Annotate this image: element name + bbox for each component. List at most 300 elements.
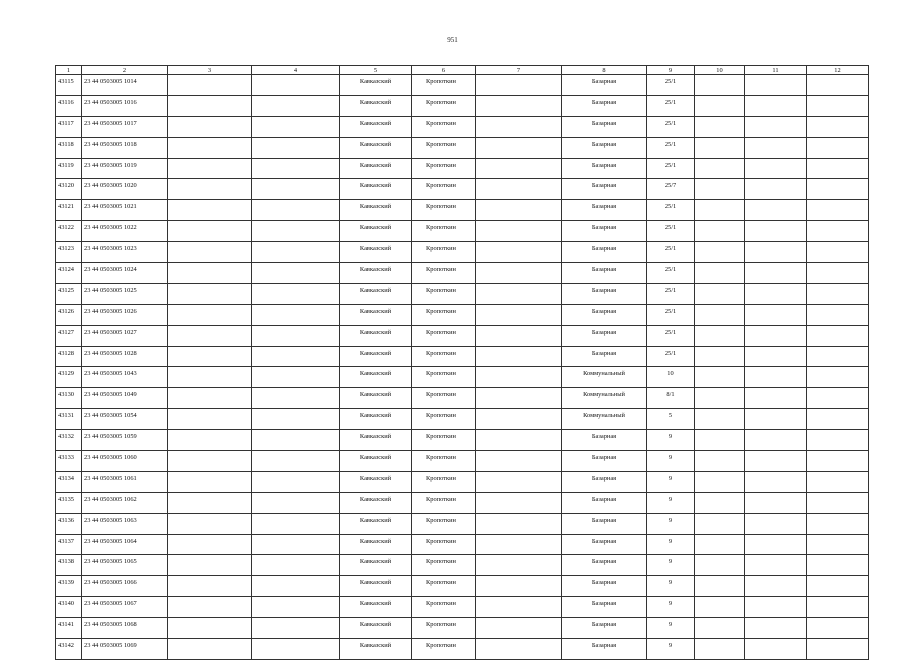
table-cell-col-1: 43128 xyxy=(56,346,82,367)
table-cell-col-6: Кропоткин xyxy=(412,451,476,472)
table-cell-col-3 xyxy=(168,451,252,472)
table-cell-col-4 xyxy=(252,179,340,200)
table-cell-col-12 xyxy=(807,555,869,576)
table-cell-col-12 xyxy=(807,283,869,304)
table-cell-col-2: 23 44 0503005 1067 xyxy=(82,597,168,618)
table-cell-col-5: Кавказский xyxy=(340,492,412,513)
table-cell-col-12 xyxy=(807,116,869,137)
table-cell-col-2: 23 44 0503005 1022 xyxy=(82,221,168,242)
table-cell-col-7 xyxy=(476,430,562,451)
page-number: 951 xyxy=(447,36,458,44)
table-cell-col-1: 43139 xyxy=(56,576,82,597)
table-cell-col-6: Кропоткин xyxy=(412,263,476,284)
table-cell-col-5: Кавказский xyxy=(340,639,412,660)
table-cell-col-7 xyxy=(476,179,562,200)
table-cell-col-10 xyxy=(695,200,745,221)
table-cell-col-7 xyxy=(476,263,562,284)
table-cell-col-7 xyxy=(476,158,562,179)
table-cell-col-3 xyxy=(168,555,252,576)
table-cell-col-7 xyxy=(476,221,562,242)
table-cell-col-4 xyxy=(252,430,340,451)
table-cell-col-10 xyxy=(695,304,745,325)
table-cell-col-3 xyxy=(168,409,252,430)
table-cell-col-3 xyxy=(168,116,252,137)
table-cell-col-10 xyxy=(695,555,745,576)
table-cell-col-2: 23 44 0503005 1069 xyxy=(82,639,168,660)
table-cell-col-7 xyxy=(476,492,562,513)
table-cell-col-8: Базарная xyxy=(562,534,647,555)
table-cell-col-10 xyxy=(695,639,745,660)
table-cell-col-8: Базарная xyxy=(562,116,647,137)
table-cell-col-5: Кавказский xyxy=(340,471,412,492)
table-cell-col-9: 9 xyxy=(647,534,695,555)
table-cell-col-10 xyxy=(695,576,745,597)
table-cell-col-10 xyxy=(695,221,745,242)
table-row xyxy=(56,367,869,388)
table-cell-col-7 xyxy=(476,137,562,158)
table-cell-col-12 xyxy=(807,179,869,200)
table-cell-col-1: 43135 xyxy=(56,492,82,513)
table-cell-col-12 xyxy=(807,95,869,116)
table-cell-col-3 xyxy=(168,325,252,346)
table-row xyxy=(56,304,869,325)
table-cell-col-9: 25/1 xyxy=(647,283,695,304)
table-cell-col-9: 25/1 xyxy=(647,304,695,325)
table-cell-col-12 xyxy=(807,492,869,513)
table-cell-col-4 xyxy=(252,304,340,325)
table-cell-col-6: Кропоткин xyxy=(412,304,476,325)
column-header-5: 5 xyxy=(340,66,412,75)
table-cell-col-6: Кропоткин xyxy=(412,346,476,367)
table-cell-col-4 xyxy=(252,200,340,221)
table-cell-col-8: Коммунальный xyxy=(562,367,647,388)
table-cell-col-5: Кавказский xyxy=(340,513,412,534)
table-cell-col-10 xyxy=(695,75,745,96)
table-cell-col-10 xyxy=(695,471,745,492)
table-cell-col-8: Базарная xyxy=(562,95,647,116)
table-cell-col-7 xyxy=(476,200,562,221)
table-cell-col-5: Кавказский xyxy=(340,367,412,388)
table-row xyxy=(56,430,869,451)
table-cell-col-12 xyxy=(807,75,869,96)
table-cell-col-1: 43141 xyxy=(56,618,82,639)
table-cell-col-4 xyxy=(252,492,340,513)
table-cell-col-3 xyxy=(168,95,252,116)
table-cell-col-7 xyxy=(476,555,562,576)
table-cell-col-4 xyxy=(252,576,340,597)
table-cell-col-8: Базарная xyxy=(562,263,647,284)
table-cell-col-1: 43130 xyxy=(56,388,82,409)
table-cell-col-6: Кропоткин xyxy=(412,283,476,304)
table-cell-col-11 xyxy=(745,137,807,158)
table-cell-col-3 xyxy=(168,137,252,158)
column-header-4: 4 xyxy=(252,66,340,75)
table-cell-col-12 xyxy=(807,576,869,597)
table-cell-col-3 xyxy=(168,639,252,660)
table-row xyxy=(56,451,869,472)
table-cell-col-6: Кропоткин xyxy=(412,158,476,179)
table-cell-col-8: Базарная xyxy=(562,618,647,639)
table-cell-col-9: 25/1 xyxy=(647,325,695,346)
table-cell-col-6: Кропоткин xyxy=(412,242,476,263)
table-cell-col-7 xyxy=(476,388,562,409)
table-cell-col-1: 43120 xyxy=(56,179,82,200)
table-row xyxy=(56,200,869,221)
table-cell-col-3 xyxy=(168,618,252,639)
table-cell-col-11 xyxy=(745,388,807,409)
table-cell-col-9: 9 xyxy=(647,555,695,576)
table-cell-col-9: 5 xyxy=(647,409,695,430)
table-cell-col-1: 43125 xyxy=(56,283,82,304)
table-cell-col-1: 43122 xyxy=(56,221,82,242)
table-cell-col-9: 10 xyxy=(647,367,695,388)
table-cell-col-6: Кропоткин xyxy=(412,534,476,555)
table-cell-col-10 xyxy=(695,513,745,534)
table-cell-col-4 xyxy=(252,639,340,660)
table-cell-col-12 xyxy=(807,597,869,618)
table-row xyxy=(56,513,869,534)
table-cell-col-7 xyxy=(476,346,562,367)
table-cell-col-2: 23 44 0503005 1065 xyxy=(82,555,168,576)
table-cell-col-9: 9 xyxy=(647,597,695,618)
table-cell-col-12 xyxy=(807,618,869,639)
column-header-3: 3 xyxy=(168,66,252,75)
table-cell-col-12 xyxy=(807,137,869,158)
table-cell-col-6: Кропоткин xyxy=(412,325,476,346)
table-cell-col-8: Базарная xyxy=(562,639,647,660)
table-cell-col-4 xyxy=(252,513,340,534)
table-cell-col-11 xyxy=(745,639,807,660)
table-cell-col-2: 23 44 0503005 1062 xyxy=(82,492,168,513)
table-row xyxy=(56,221,869,242)
table-row xyxy=(56,492,869,513)
table-cell-col-9: 9 xyxy=(647,451,695,472)
table-cell-col-7 xyxy=(476,451,562,472)
table-cell-col-11 xyxy=(745,513,807,534)
table-cell-col-9: 9 xyxy=(647,471,695,492)
table-cell-col-1: 43119 xyxy=(56,158,82,179)
table-cell-col-6: Кропоткин xyxy=(412,367,476,388)
table-cell-col-10 xyxy=(695,325,745,346)
table-cell-col-5: Кавказский xyxy=(340,116,412,137)
table-cell-col-9: 9 xyxy=(647,576,695,597)
table-cell-col-8: Базарная xyxy=(562,137,647,158)
table-cell-col-10 xyxy=(695,263,745,284)
table-cell-col-1: 43140 xyxy=(56,597,82,618)
table-cell-col-5: Кавказский xyxy=(340,618,412,639)
table-cell-col-2: 23 44 0503005 1064 xyxy=(82,534,168,555)
column-header-1: 1 xyxy=(56,66,82,75)
table-cell-col-6: Кропоткин xyxy=(412,555,476,576)
table-cell-col-8: Базарная xyxy=(562,555,647,576)
table-cell-col-7 xyxy=(476,304,562,325)
table-cell-col-6: Кропоткин xyxy=(412,221,476,242)
table-cell-col-9: 25/1 xyxy=(647,158,695,179)
table-cell-col-5: Кавказский xyxy=(340,555,412,576)
table-row xyxy=(56,639,869,660)
table-row xyxy=(56,597,869,618)
table-row xyxy=(56,576,869,597)
table-cell-col-10 xyxy=(695,618,745,639)
table-cell-col-2: 23 44 0503005 1060 xyxy=(82,451,168,472)
table-cell-col-2: 23 44 0503005 1025 xyxy=(82,283,168,304)
table-cell-col-9: 9 xyxy=(647,492,695,513)
table-cell-col-8: Базарная xyxy=(562,597,647,618)
table-cell-col-9: 25/1 xyxy=(647,75,695,96)
table-row xyxy=(56,95,869,116)
table-cell-col-2: 23 44 0503005 1063 xyxy=(82,513,168,534)
table-cell-col-4 xyxy=(252,95,340,116)
table-cell-col-4 xyxy=(252,367,340,388)
table-cell-col-4 xyxy=(252,534,340,555)
table-cell-col-5: Кавказский xyxy=(340,242,412,263)
table-cell-col-7 xyxy=(476,597,562,618)
table-cell-col-5: Кавказский xyxy=(340,346,412,367)
column-header-2: 2 xyxy=(82,66,168,75)
table-cell-col-2: 23 44 0503005 1016 xyxy=(82,95,168,116)
table-cell-col-8: Базарная xyxy=(562,451,647,472)
table-cell-col-1: 43115 xyxy=(56,75,82,96)
table-cell-col-6: Кропоткин xyxy=(412,95,476,116)
table-cell-col-1: 43121 xyxy=(56,200,82,221)
table-cell-col-8: Базарная xyxy=(562,492,647,513)
table-cell-col-11 xyxy=(745,576,807,597)
table-cell-col-1: 43138 xyxy=(56,555,82,576)
table-cell-col-11 xyxy=(745,304,807,325)
table-row xyxy=(56,158,869,179)
table-cell-col-10 xyxy=(695,430,745,451)
table-cell-col-3 xyxy=(168,471,252,492)
table-row xyxy=(56,75,869,96)
table-cell-col-8: Базарная xyxy=(562,200,647,221)
table-cell-col-12 xyxy=(807,430,869,451)
table-cell-col-4 xyxy=(252,116,340,137)
table-cell-col-6: Кропоткин xyxy=(412,409,476,430)
table-row xyxy=(56,471,869,492)
table-cell-col-5: Кавказский xyxy=(340,179,412,200)
table-cell-col-9: 25/7 xyxy=(647,179,695,200)
table-cell-col-5: Кавказский xyxy=(340,221,412,242)
table-cell-col-12 xyxy=(807,451,869,472)
table-cell-col-1: 43134 xyxy=(56,471,82,492)
table-cell-col-6: Кропоткин xyxy=(412,576,476,597)
table-cell-col-3 xyxy=(168,263,252,284)
table-cell-col-5: Кавказский xyxy=(340,576,412,597)
table-cell-col-1: 43127 xyxy=(56,325,82,346)
table-cell-col-7 xyxy=(476,409,562,430)
table-cell-col-2: 23 44 0503005 1028 xyxy=(82,346,168,367)
table-cell-col-3 xyxy=(168,597,252,618)
table-cell-col-6: Кропоткин xyxy=(412,597,476,618)
table-row xyxy=(56,283,869,304)
table-cell-col-4 xyxy=(252,409,340,430)
table-cell-col-3 xyxy=(168,492,252,513)
table-cell-col-4 xyxy=(252,283,340,304)
table-cell-col-5: Кавказский xyxy=(340,451,412,472)
table-cell-col-7 xyxy=(476,576,562,597)
table-cell-col-8: Базарная xyxy=(562,242,647,263)
table-cell-col-3 xyxy=(168,534,252,555)
table-cell-col-3 xyxy=(168,367,252,388)
table-cell-col-3 xyxy=(168,388,252,409)
table-cell-col-7 xyxy=(476,325,562,346)
table-cell-col-3 xyxy=(168,576,252,597)
table-cell-col-11 xyxy=(745,597,807,618)
table-cell-col-2: 23 44 0503005 1027 xyxy=(82,325,168,346)
table-cell-col-6: Кропоткин xyxy=(412,492,476,513)
table-cell-col-3 xyxy=(168,200,252,221)
column-header-9: 9 xyxy=(647,66,695,75)
table-cell-col-11 xyxy=(745,75,807,96)
table-cell-col-8: Базарная xyxy=(562,283,647,304)
table-row xyxy=(56,325,869,346)
table-cell-col-4 xyxy=(252,137,340,158)
table-cell-col-12 xyxy=(807,367,869,388)
table-cell-col-6: Кропоткин xyxy=(412,513,476,534)
table-cell-col-10 xyxy=(695,346,745,367)
table-cell-col-8: Базарная xyxy=(562,471,647,492)
table-cell-col-11 xyxy=(745,116,807,137)
table-cell-col-11 xyxy=(745,283,807,304)
table-cell-col-12 xyxy=(807,471,869,492)
table-cell-col-3 xyxy=(168,430,252,451)
table-cell-col-6: Кропоткин xyxy=(412,388,476,409)
table-cell-col-12 xyxy=(807,221,869,242)
table-cell-col-10 xyxy=(695,283,745,304)
table-cell-col-2: 23 44 0503005 1014 xyxy=(82,75,168,96)
table-cell-col-1: 43142 xyxy=(56,639,82,660)
column-header-11: 11 xyxy=(745,66,807,75)
table-cell-col-4 xyxy=(252,618,340,639)
header-row xyxy=(56,66,869,75)
register-table xyxy=(55,65,869,660)
table-cell-col-11 xyxy=(745,200,807,221)
table-cell-col-9: 25/1 xyxy=(647,95,695,116)
table-cell-col-11 xyxy=(745,158,807,179)
table-cell-col-8: Коммунальный xyxy=(562,388,647,409)
table-cell-col-9: 25/1 xyxy=(647,221,695,242)
table-cell-col-9: 9 xyxy=(647,513,695,534)
table-cell-col-11 xyxy=(745,555,807,576)
table-cell-col-7 xyxy=(476,513,562,534)
table-cell-col-11 xyxy=(745,221,807,242)
table-cell-col-9: 25/1 xyxy=(647,346,695,367)
table-cell-col-2: 23 44 0503005 1019 xyxy=(82,158,168,179)
table-cell-col-11 xyxy=(745,409,807,430)
table-cell-col-10 xyxy=(695,597,745,618)
table-cell-col-6: Кропоткин xyxy=(412,200,476,221)
table-cell-col-9: 9 xyxy=(647,639,695,660)
table-cell-col-2: 23 44 0503005 1066 xyxy=(82,576,168,597)
table-cell-col-2: 23 44 0503005 1021 xyxy=(82,200,168,221)
table-cell-col-4 xyxy=(252,597,340,618)
table-cell-col-6: Кропоткин xyxy=(412,75,476,96)
table-cell-col-7 xyxy=(476,95,562,116)
table-cell-col-2: 23 44 0503005 1018 xyxy=(82,137,168,158)
table-cell-col-7 xyxy=(476,618,562,639)
table-cell-col-6: Кропоткин xyxy=(412,116,476,137)
table-cell-col-5: Кавказский xyxy=(340,283,412,304)
table-cell-col-3 xyxy=(168,513,252,534)
table-cell-col-8: Базарная xyxy=(562,346,647,367)
table-cell-col-9: 9 xyxy=(647,430,695,451)
column-header-7: 7 xyxy=(476,66,562,75)
table-cell-col-6: Кропоткин xyxy=(412,639,476,660)
table-cell-col-3 xyxy=(168,242,252,263)
table-cell-col-2: 23 44 0503005 1024 xyxy=(82,263,168,284)
table-cell-col-7 xyxy=(476,367,562,388)
table-cell-col-11 xyxy=(745,471,807,492)
table-cell-col-4 xyxy=(252,263,340,284)
table-cell-col-8: Базарная xyxy=(562,304,647,325)
column-header-10: 10 xyxy=(695,66,745,75)
table-cell-col-1: 43118 xyxy=(56,137,82,158)
table-cell-col-2: 23 44 0503005 1059 xyxy=(82,430,168,451)
table-cell-col-9: 25/1 xyxy=(647,116,695,137)
table-cell-col-11 xyxy=(745,242,807,263)
table-cell-col-1: 43129 xyxy=(56,367,82,388)
table-cell-col-1: 43117 xyxy=(56,116,82,137)
table-cell-col-1: 43124 xyxy=(56,263,82,284)
table-cell-col-4 xyxy=(252,158,340,179)
table-cell-col-2: 23 44 0503005 1020 xyxy=(82,179,168,200)
table-cell-col-11 xyxy=(745,263,807,284)
table-cell-col-1: 43116 xyxy=(56,95,82,116)
table-cell-col-11 xyxy=(745,451,807,472)
table-row xyxy=(56,409,869,430)
table-cell-col-12 xyxy=(807,263,869,284)
table-cell-col-7 xyxy=(476,283,562,304)
table-cell-col-2: 23 44 0503005 1043 xyxy=(82,367,168,388)
table-row xyxy=(56,179,869,200)
table-cell-col-7 xyxy=(476,116,562,137)
table-cell-col-2: 23 44 0503005 1026 xyxy=(82,304,168,325)
table-cell-col-6: Кропоткин xyxy=(412,430,476,451)
table-row xyxy=(56,263,869,284)
table-cell-col-1: 43126 xyxy=(56,304,82,325)
table-cell-col-8: Коммунальный xyxy=(562,409,647,430)
table-cell-col-4 xyxy=(252,346,340,367)
table-cell-col-5: Кавказский xyxy=(340,304,412,325)
table-cell-col-11 xyxy=(745,534,807,555)
table-cell-col-11 xyxy=(745,346,807,367)
table-cell-col-5: Кавказский xyxy=(340,263,412,284)
table-cell-col-1: 43123 xyxy=(56,242,82,263)
table-cell-col-10 xyxy=(695,116,745,137)
table-cell-col-6: Кропоткин xyxy=(412,137,476,158)
table-cell-col-8: Базарная xyxy=(562,430,647,451)
table-cell-col-12 xyxy=(807,200,869,221)
table-cell-col-10 xyxy=(695,95,745,116)
table-cell-col-10 xyxy=(695,492,745,513)
table-cell-col-5: Кавказский xyxy=(340,597,412,618)
table-cell-col-2: 23 44 0503005 1017 xyxy=(82,116,168,137)
table-cell-col-5: Кавказский xyxy=(340,325,412,346)
table-row xyxy=(56,116,869,137)
table-cell-col-9: 25/1 xyxy=(647,200,695,221)
column-header-8: 8 xyxy=(562,66,647,75)
table-cell-col-1: 43132 xyxy=(56,430,82,451)
table-cell-col-11 xyxy=(745,325,807,346)
table-cell-col-10 xyxy=(695,179,745,200)
table-cell-col-11 xyxy=(745,618,807,639)
table-cell-col-12 xyxy=(807,639,869,660)
table-cell-col-11 xyxy=(745,179,807,200)
table-cell-col-8: Базарная xyxy=(562,325,647,346)
table-cell-col-8: Базарная xyxy=(562,513,647,534)
table-cell-col-5: Кавказский xyxy=(340,158,412,179)
table-cell-col-4 xyxy=(252,221,340,242)
